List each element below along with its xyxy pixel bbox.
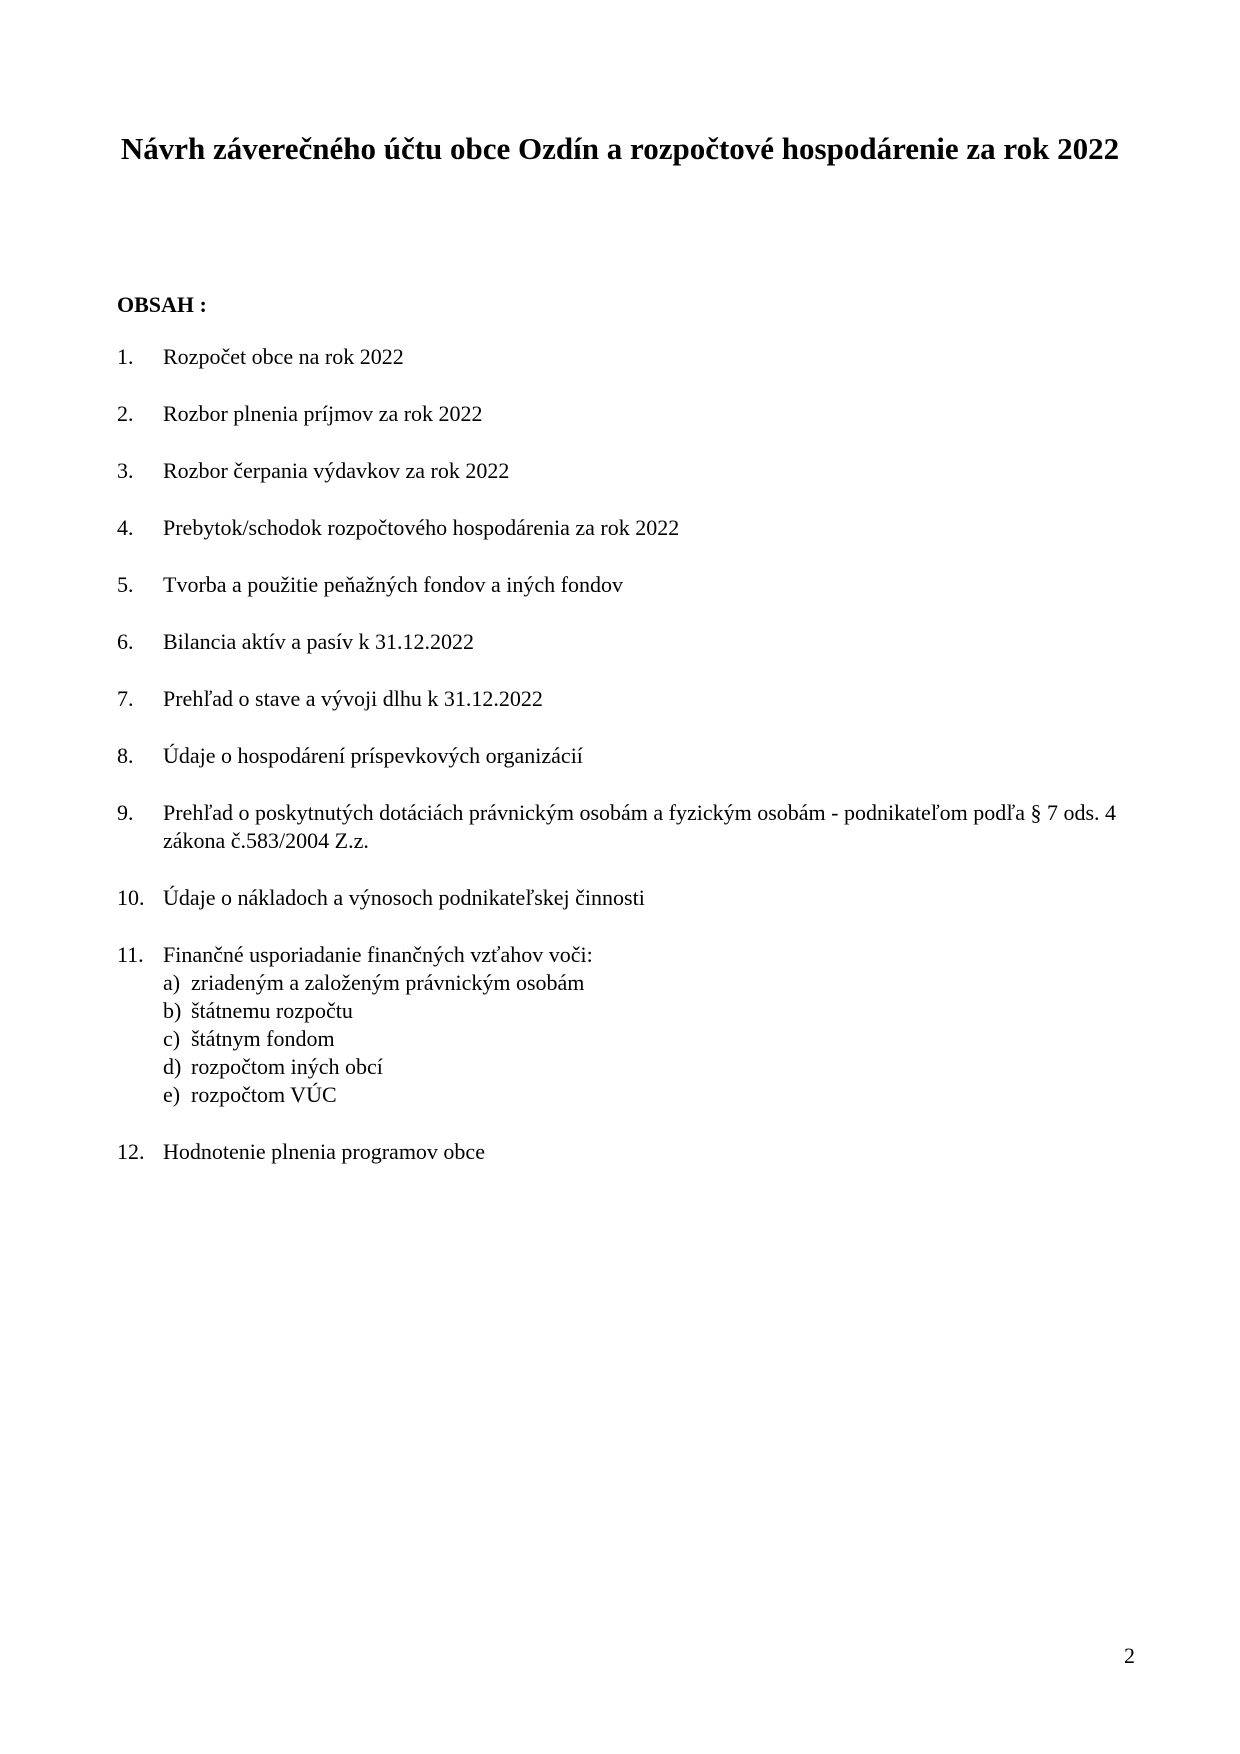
toc-item-text: Prebytok/schodok rozpočtového hospodárenia za rok 2022 <box>163 515 680 540</box>
toc-item-10 <box>117 884 1157 912</box>
toc-item-text: Tvorba a použitie peňažných fondov a iných fondov <box>163 572 624 597</box>
toc-item-text: Finančné usporiadanie finančných vzťahov voči: <box>163 942 593 967</box>
toc-sub-item-a <box>163 969 1157 997</box>
page-number: 2 <box>1124 1643 1135 1668</box>
toc-item-text: Bilancia aktív a pasív k 31.12.2022 <box>163 629 474 654</box>
toc-item-number: 6. <box>117 629 134 654</box>
toc-item-2 <box>117 400 1157 428</box>
toc-item-3 <box>117 457 1157 485</box>
toc-sub-item-letter: b) <box>163 998 182 1023</box>
toc-sub-item-c <box>163 1025 1157 1053</box>
toc-item-6 <box>117 628 1157 656</box>
toc-sub-item-text: štátnym fondom <box>191 1026 335 1051</box>
toc-item-number: 12. <box>117 1139 145 1164</box>
toc-item-text: Rozpočet obce na rok 2022 <box>163 344 404 369</box>
toc-item-text: Údaje o nákladoch a výnosoch podnikateľskej činnosti <box>163 885 645 910</box>
toc-item-number: 4. <box>117 515 134 540</box>
toc-sub-item-text: rozpočtom VÚC <box>191 1082 337 1107</box>
toc-item-text: Prehľad o stave a vývoji dlhu k 31.12.2022 <box>163 686 543 711</box>
toc-item-8 <box>117 742 1157 770</box>
toc-sub-item-letter: d) <box>163 1054 182 1079</box>
toc-sub-item-text: rozpočtom iných obcí <box>191 1054 383 1079</box>
toc-item-1 <box>117 343 1157 371</box>
toc-item-number: 3. <box>117 458 134 483</box>
toc-item-text: Hodnotenie plnenia programov obce <box>163 1139 485 1164</box>
toc-sub-item-b <box>163 997 1157 1025</box>
toc-item-9 <box>117 799 1157 855</box>
toc-sub-item-text: štátnemu rozpočtu <box>191 998 353 1023</box>
table-of-contents <box>117 343 1157 1195</box>
toc-item-number: 2. <box>117 401 134 426</box>
toc-item-12 <box>117 1138 1157 1166</box>
toc-item-text: Rozbor čerpania výdavkov za rok 2022 <box>163 458 510 483</box>
toc-item-number: 9. <box>117 800 134 825</box>
toc-item-text: Údaje o hospodárení príspevkových organizácií <box>163 743 583 768</box>
toc-item-4 <box>117 514 1157 542</box>
toc-item-number: 1. <box>117 344 134 369</box>
toc-item-number: 11. <box>117 942 144 967</box>
toc-sub-list <box>163 969 1157 1109</box>
toc-item-number: 8. <box>117 743 134 768</box>
toc-sub-item-letter: c) <box>163 1026 181 1051</box>
toc-item-text: Prehľad o poskytnutých dotáciách právnickým osobám a fyzickým osobám - podnikateľom podľa § 7 ods. 4 zákona č.583/2004 Z.z. <box>163 800 1117 853</box>
document-title: Návrh záverečného účtu obce Ozdín a rozpočtové hospodárenie za rok 2022 <box>120 131 1120 166</box>
toc-sub-item-text: zriadeným a založeným právnickým osobám <box>191 970 585 995</box>
toc-sub-item-d <box>163 1053 1157 1081</box>
toc-item-11 <box>117 941 1157 1109</box>
toc-heading: OBSAH : <box>117 292 207 317</box>
toc-sub-item-letter: e) <box>163 1082 181 1107</box>
toc-sub-item-e <box>163 1081 1157 1109</box>
toc-item-5 <box>117 571 1157 599</box>
toc-sub-item-letter: a) <box>163 970 181 995</box>
toc-item-number: 10. <box>117 885 145 910</box>
toc-item-7 <box>117 685 1157 713</box>
toc-item-text: Rozbor plnenia príjmov za rok 2022 <box>163 401 483 426</box>
toc-item-number: 7. <box>117 686 134 711</box>
toc-item-number: 5. <box>117 572 134 597</box>
